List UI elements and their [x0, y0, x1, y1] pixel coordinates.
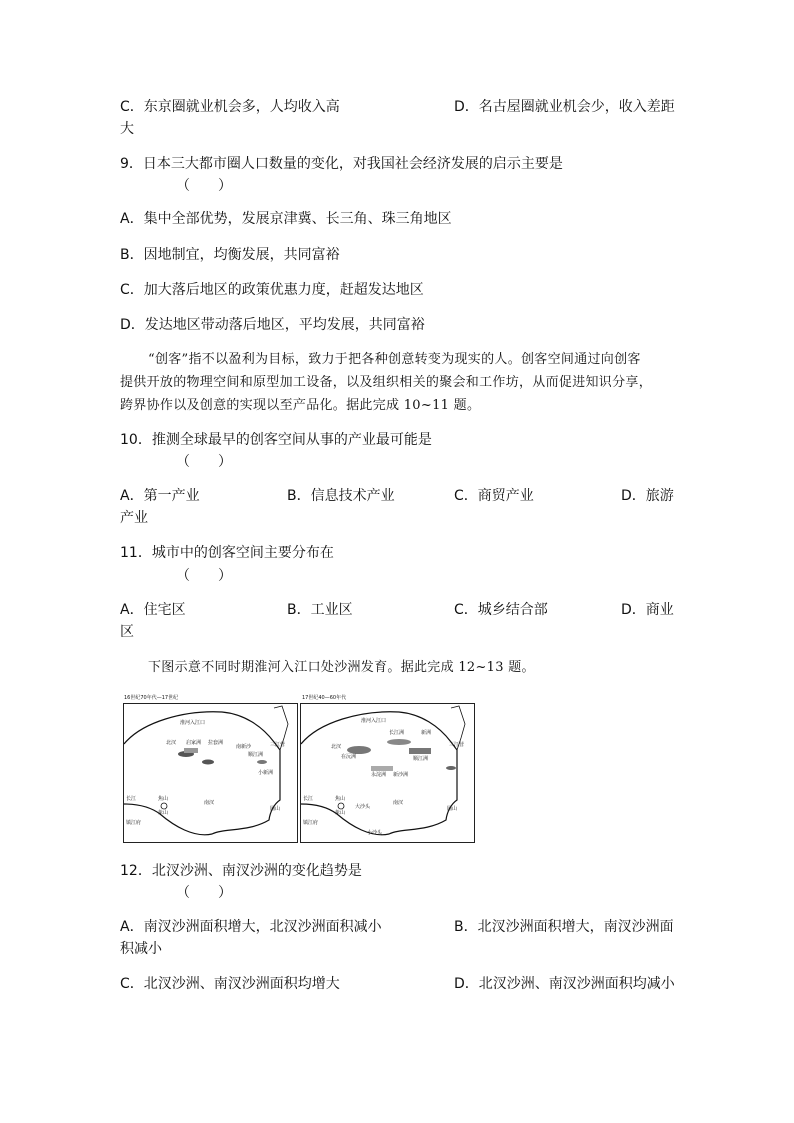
map-2-label-10: 南汊 — [393, 800, 404, 806]
q12-option-c: C．北汊沙洲、南汊沙洲面积均增大 — [120, 976, 340, 992]
map-2-drawing — [301, 704, 474, 842]
map-1-label-2: 启家洲 — [186, 740, 202, 746]
map-1-label-12: 圌山 — [270, 806, 281, 812]
q10-stem: 10．推测全球最早的创客空间从事的产业最可能是 — [120, 432, 432, 448]
q9-option-c: C．加大落后地区的政策优惠力度，赶超发达地区 — [120, 282, 424, 298]
map-2-label-9: 长江 — [303, 796, 314, 802]
q11-option-d-wrap: 区 — [120, 624, 134, 640]
map-1-label-9: 南汊 — [204, 800, 215, 806]
q9-answer-paren: （ ） — [176, 178, 232, 194]
map-2 — [300, 703, 475, 843]
map-2-label-8: 新沙洲 — [393, 772, 409, 778]
passage-2-line-1: 下图示意不同时期淮河入江口处沙洲发育。据此完成 12~13 题。 — [148, 660, 535, 675]
map-2-label-0: 淮河入江口 — [361, 718, 387, 724]
q12-option-a: A．南汊沙洲面积增大，北汊沙洲面积减小 — [120, 919, 382, 935]
map-2-label-6: 在沅洲 — [341, 754, 357, 760]
q12-stem: 12．北汊沙洲、南汊沙洲的变化趋势是 — [120, 863, 362, 879]
map-2-label-15: 镇江府 — [303, 820, 319, 826]
passage-1-line-2: 提供开放的物理空间和原型加工设备，以及组织相关的聚会和工作坊，从而促进知识分享， — [120, 375, 653, 390]
q12-answer-paren: （ ） — [176, 885, 232, 901]
map-2-label-7: 永淀洲 — [371, 772, 387, 778]
map-1-label-5: 顺江洲 — [248, 752, 264, 758]
q10-option-a: A．第一产业 — [120, 488, 200, 504]
q11-option-a: A．住宅区 — [120, 602, 186, 618]
q8-option-d: D．名古屋圈就业机会少，收入差距 — [454, 99, 675, 115]
map-1-label-8: 长江 — [126, 796, 137, 802]
map-1-label-0: 淮河入江口 — [180, 720, 206, 726]
map-2-label-3: 新洲 — [421, 730, 432, 736]
map-1-drawing — [124, 704, 297, 842]
passage-1-line-1: “创客”指不以盈利为目标，致力于把各种创意转变为现实的人。创客空间通过向创客 — [148, 352, 641, 367]
map-1-label-4: 南新沙 — [236, 744, 252, 750]
map-1-label-13: 镇江府 — [126, 820, 142, 826]
map-1-label-1: 北汊 — [166, 740, 177, 746]
q9-option-d: D．发达地区带动落后地区，平均发展，共同富裕 — [120, 317, 425, 333]
map-2-label-5: 三江营 — [449, 742, 465, 748]
q11-stem: 11．城市中的创客空间主要分布在 — [120, 545, 334, 561]
q10-option-c: C．商贸产业 — [454, 488, 534, 504]
q8-option-c: C．东京圈就业机会多，人均收入高 — [120, 99, 340, 115]
q9-option-b: B．因地制宜，均衡发展，共同富裕 — [120, 247, 340, 263]
q8-option-d-wrap: 大 — [120, 121, 134, 137]
map-2-label-12: 象山 — [335, 810, 346, 816]
map-1-label-11: 象山 — [158, 810, 169, 816]
map-2-label-11: 焦山 — [335, 796, 346, 802]
q9-option-a: A．集中全部优势，发展京津冀、长三角、珠三角地区 — [120, 211, 452, 227]
map-1-label-10: 焦山 — [158, 796, 169, 802]
q11-option-b: B．工业区 — [287, 602, 353, 618]
map-2-label-2: 长江洲 — [389, 730, 405, 736]
map-2-label-14: 圌山 — [447, 806, 458, 812]
q10-option-b: B．信息技术产业 — [287, 488, 395, 504]
map-1 — [123, 703, 298, 843]
map-2-label-4: 顺江洲 — [413, 756, 429, 762]
q11-answer-paren: （ ） — [176, 568, 232, 584]
map-1-label-3: 拉套洲 — [208, 740, 224, 746]
q11-option-d: D．商业 — [621, 602, 674, 618]
passage-1-line-3: 跨界协作以及创意的实现以至产品化。据此完成 10~11 题。 — [120, 398, 481, 413]
q12-option-d: D．北汊沙洲、南汊沙洲面积均减小 — [454, 976, 675, 992]
map-2-label-13: 大沙头 — [355, 804, 371, 810]
map-1-caption: 16世纪70年代—17世纪 — [124, 695, 179, 701]
map-2-caption: 17世纪40—60年代 — [302, 695, 347, 701]
map-1-label-7: 小新洲 — [258, 770, 274, 776]
map-2-label-1: 北汊 — [331, 744, 342, 750]
q10-option-d: D．旅游 — [621, 488, 674, 504]
map-2-label-16: 小沙头 — [367, 830, 383, 836]
q11-option-c: C．城乡结合部 — [454, 602, 548, 618]
q12-option-b-wrap: 积减小 — [120, 941, 162, 957]
q12-option-b: B．北汊沙洲面积增大，南汊沙洲面 — [454, 919, 674, 935]
map-1-label-6: 三江营 — [270, 742, 286, 748]
q9-stem: 9．日本三大都市圈人口数量的变化，对我国社会经济发展的启示主要是 — [120, 156, 563, 172]
q10-answer-paren: （ ） — [176, 454, 232, 470]
q10-option-d-wrap: 产业 — [120, 510, 148, 526]
